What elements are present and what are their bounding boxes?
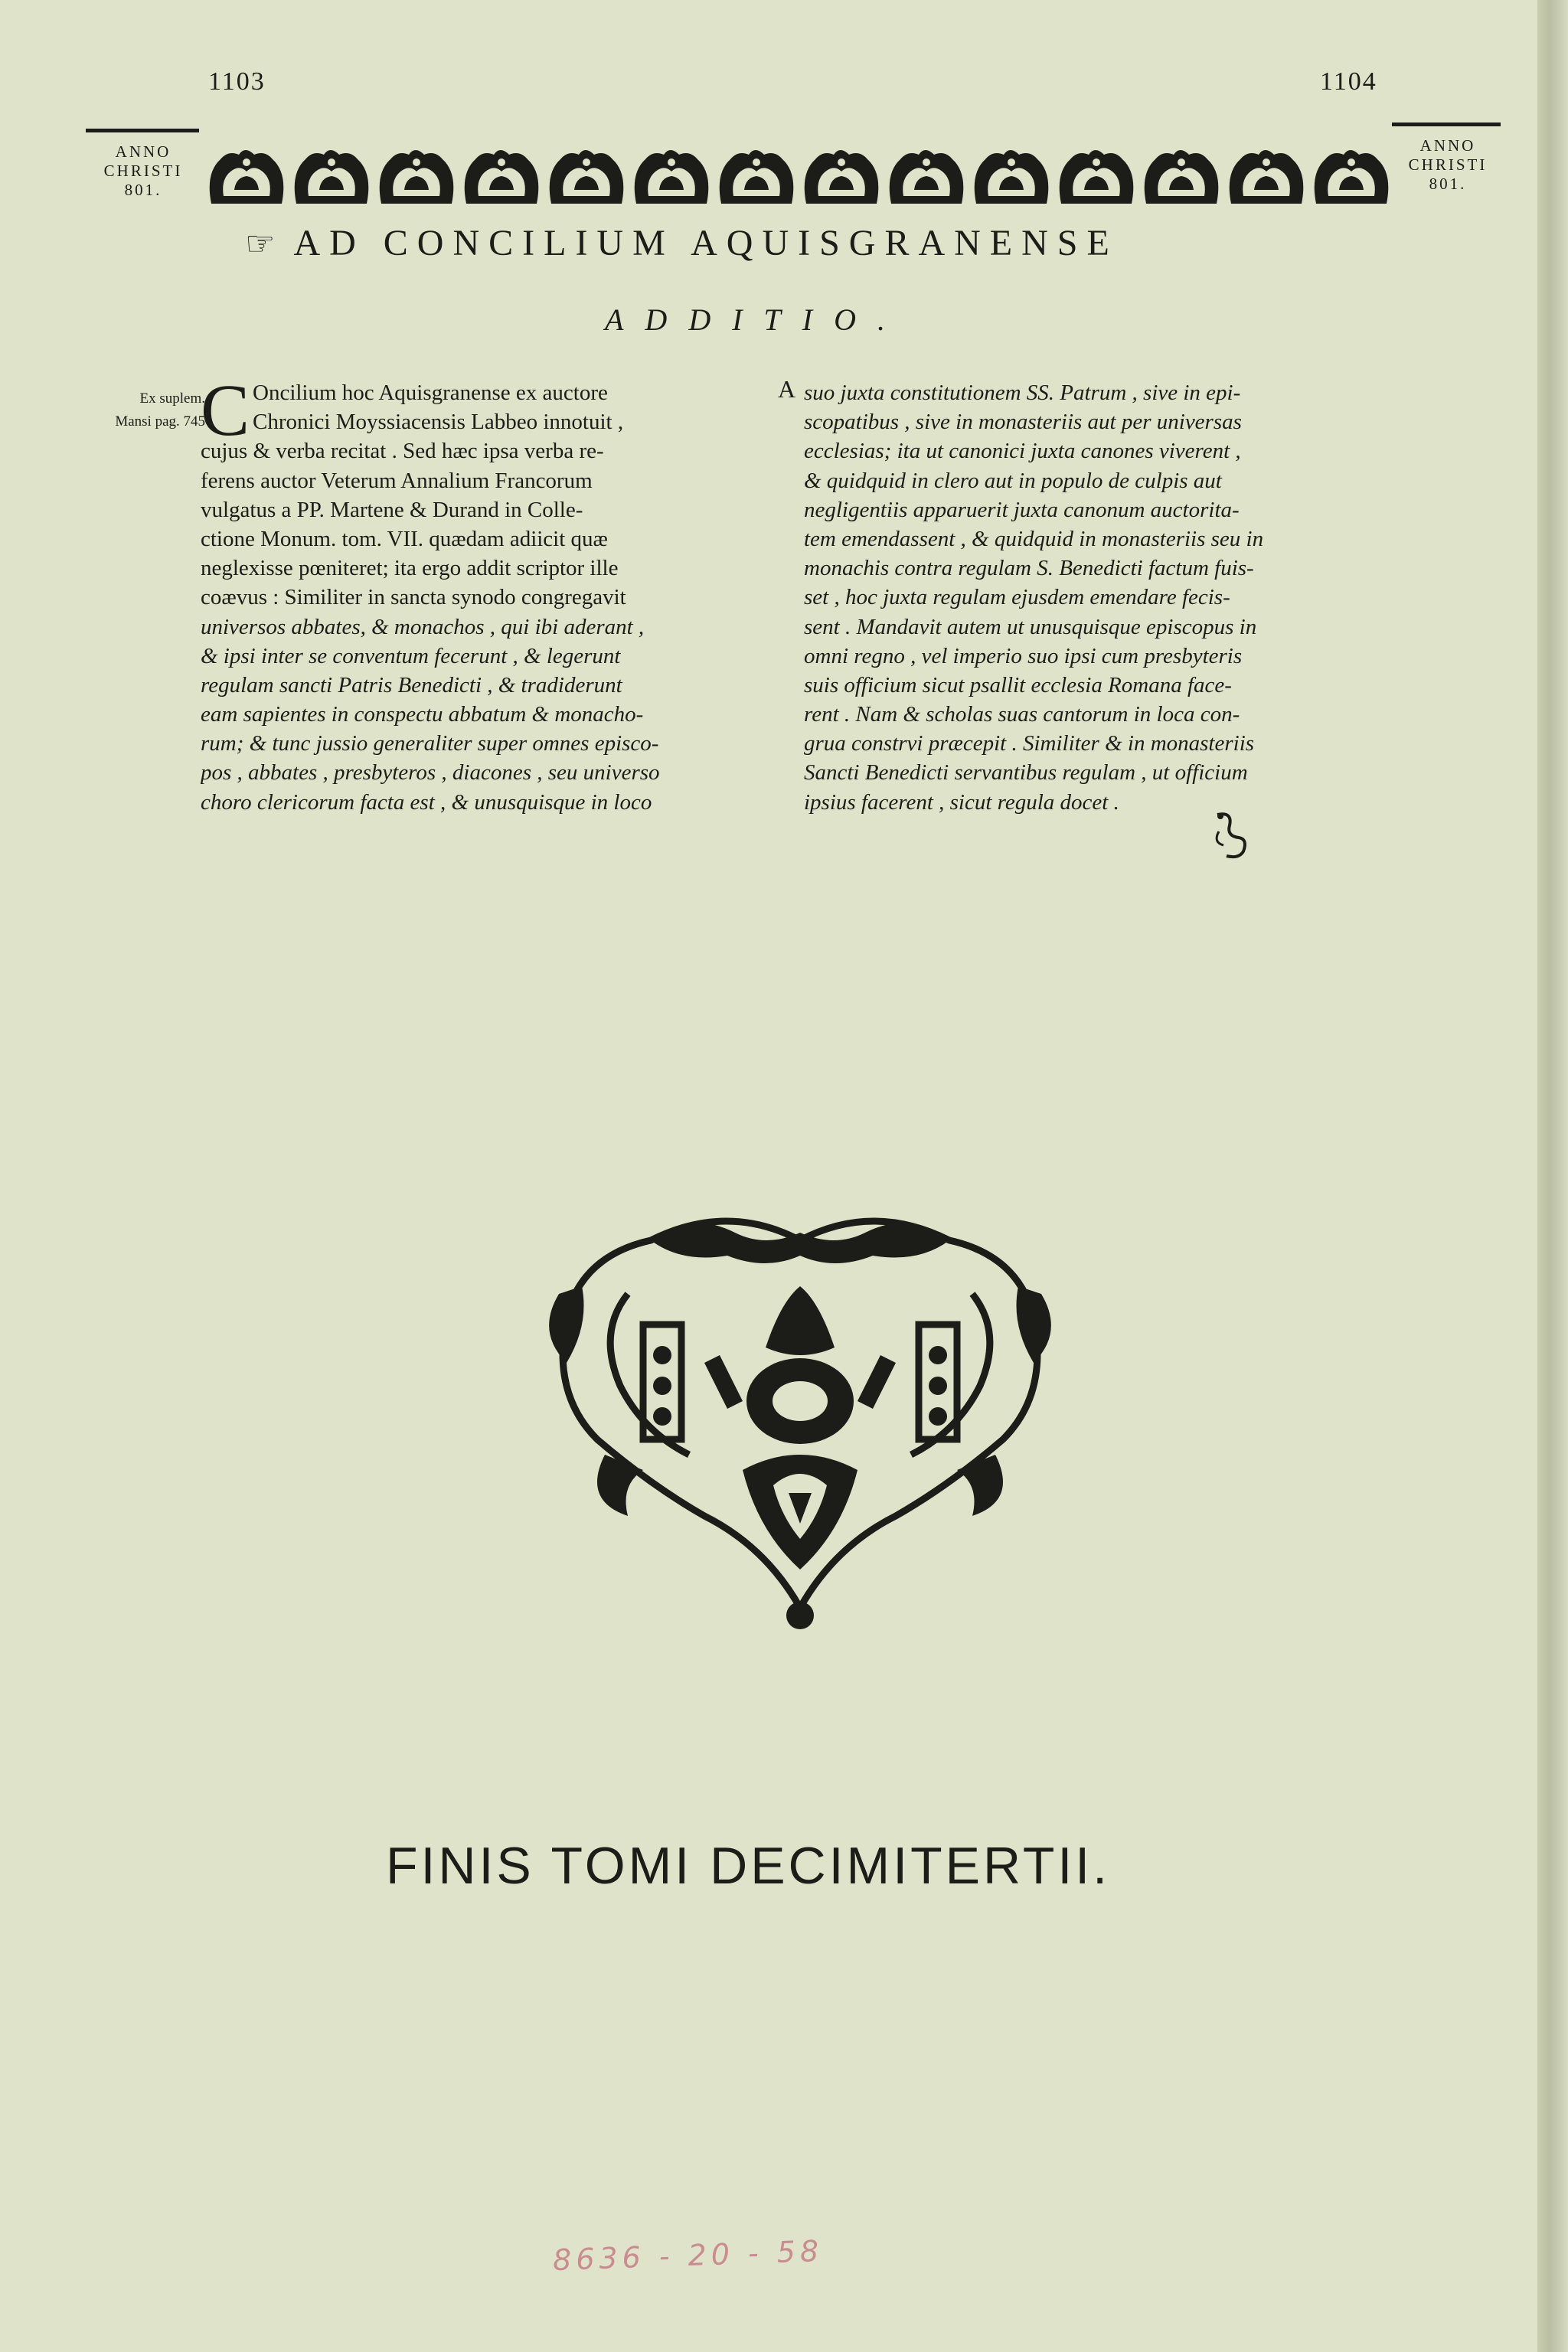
section-title (245, 222, 1332, 264)
page-number-right: 1104 (1320, 67, 1377, 96)
page-number-left: 1103 (208, 67, 266, 96)
text-line: vulgatus a PP. Martene & Durand in Colle- (201, 497, 583, 522)
closing-title: FINIS TOMI DECIMITERTII. (386, 1837, 1111, 1895)
anno-word: ANNO (115, 142, 172, 161)
text-line: sent . Mandavit autem ut unusquisque episcopus in (804, 614, 1257, 639)
christi-word: CHRISTI (103, 162, 183, 180)
anno-christi-right (1390, 136, 1505, 194)
text-line: Oncilium hoc Aquisgranense ex auctore (253, 381, 608, 405)
margin-note-line: Ex suplem. (139, 390, 205, 407)
text-line: tem emendassent , & quidquid in monasteriis seu in (804, 526, 1264, 551)
text-line: & ipsi inter se conventum fecerunt , & legerunt (201, 643, 621, 668)
christi-word: CHRISTI (1408, 155, 1488, 174)
anno-word: ANNO (1419, 136, 1476, 155)
text-line: ipsius facerent , sicut regula docet . (804, 789, 1119, 815)
text-line: cujus & verba recitat . Sed hæc ipsa verba re- (201, 439, 604, 464)
text-line: set , hoc juxta regulam ejusdem emendare fecis- (804, 585, 1230, 610)
text-line: universos abbates, & monachos , qui ibi aderant , (201, 614, 645, 639)
year: 801. (1429, 175, 1467, 193)
title-text: AD CONCILIUM AQUISGRANENSE (293, 223, 1119, 263)
text-line: negligentiis apparuerit juxta canonum auctorita- (804, 497, 1240, 522)
text-line: Sancti Benedicti servantibus regulam , ut officium (804, 760, 1248, 786)
text-line: coævus : Similiter in sancta synodo congregavit (201, 585, 626, 610)
text-line: Chronici Moyssiacensis Labbeo innotuit , (253, 410, 624, 435)
pointing-hand-icon: ☞ (245, 225, 276, 263)
text-line: choro clericorum facta est , & unusquisque in loco (201, 789, 652, 815)
margin-note (90, 387, 205, 433)
text-line: suo juxta constitutionem SS. Patrum , sive in epi- (804, 381, 1241, 405)
text-line: rent . Nam & scholas suas cantorum in loca con- (804, 702, 1240, 727)
text-line: omni regno , vel imperio suo ipsi cum presbyteris (804, 643, 1243, 668)
page-edge (1537, 0, 1568, 2352)
text-line: regulam sancti Patris Benedicti , & tradiderunt (201, 672, 622, 697)
text-line: pos , abbates , presbyteros , diacones , seu universo (201, 760, 660, 786)
text-line: scopatibus , sive in monasteriis aut per universas (804, 410, 1242, 435)
text-line: monachis contra regulam S. Benedicti factum fuis- (804, 556, 1254, 581)
text-line: suis officium sicut psallit ecclesia Romana face- (804, 672, 1232, 697)
left-text-column (201, 369, 773, 817)
text-line: rum; & tunc jussio generaliter super omnes episco- (201, 731, 659, 756)
text-line: & quidquid in clero aut in populo de culpis aut (804, 468, 1222, 493)
heraldic-vignette (536, 1210, 1064, 1638)
margin-note-line: Mansi pag. 745 (115, 413, 205, 430)
drop-cap: C (201, 369, 250, 451)
text-line: ferens auctor Veterum Annalium Francorum (201, 468, 593, 493)
text-line: eam sapientes in conspectu abbatum & monacho- (201, 702, 644, 727)
anno-christi-left (86, 142, 201, 200)
header-rule-right (1392, 122, 1501, 126)
margin-section-letter: A (778, 375, 796, 403)
handwritten-shelfmark: 8636 - 20 - 58 (552, 2233, 824, 2278)
text-line: ctione Monum. tom. VII. quædam adiicit quæ (201, 526, 608, 551)
text-line: ecclesias; ita ut canonici juxta canones viverent , (804, 439, 1241, 464)
right-text-column (804, 378, 1390, 817)
text-line: neglexisse pœniteret; ita ergo addit scriptor ille (201, 556, 619, 581)
header-rule-left (86, 129, 199, 132)
floral-ornament-band (205, 142, 1390, 211)
year: 801. (124, 181, 162, 199)
end-flourish-icon (1210, 808, 1251, 862)
text-line: grua constrvi præcepit . Similiter & in monasteriis (804, 731, 1255, 756)
subtitle: ADDITIO. (605, 302, 906, 337)
